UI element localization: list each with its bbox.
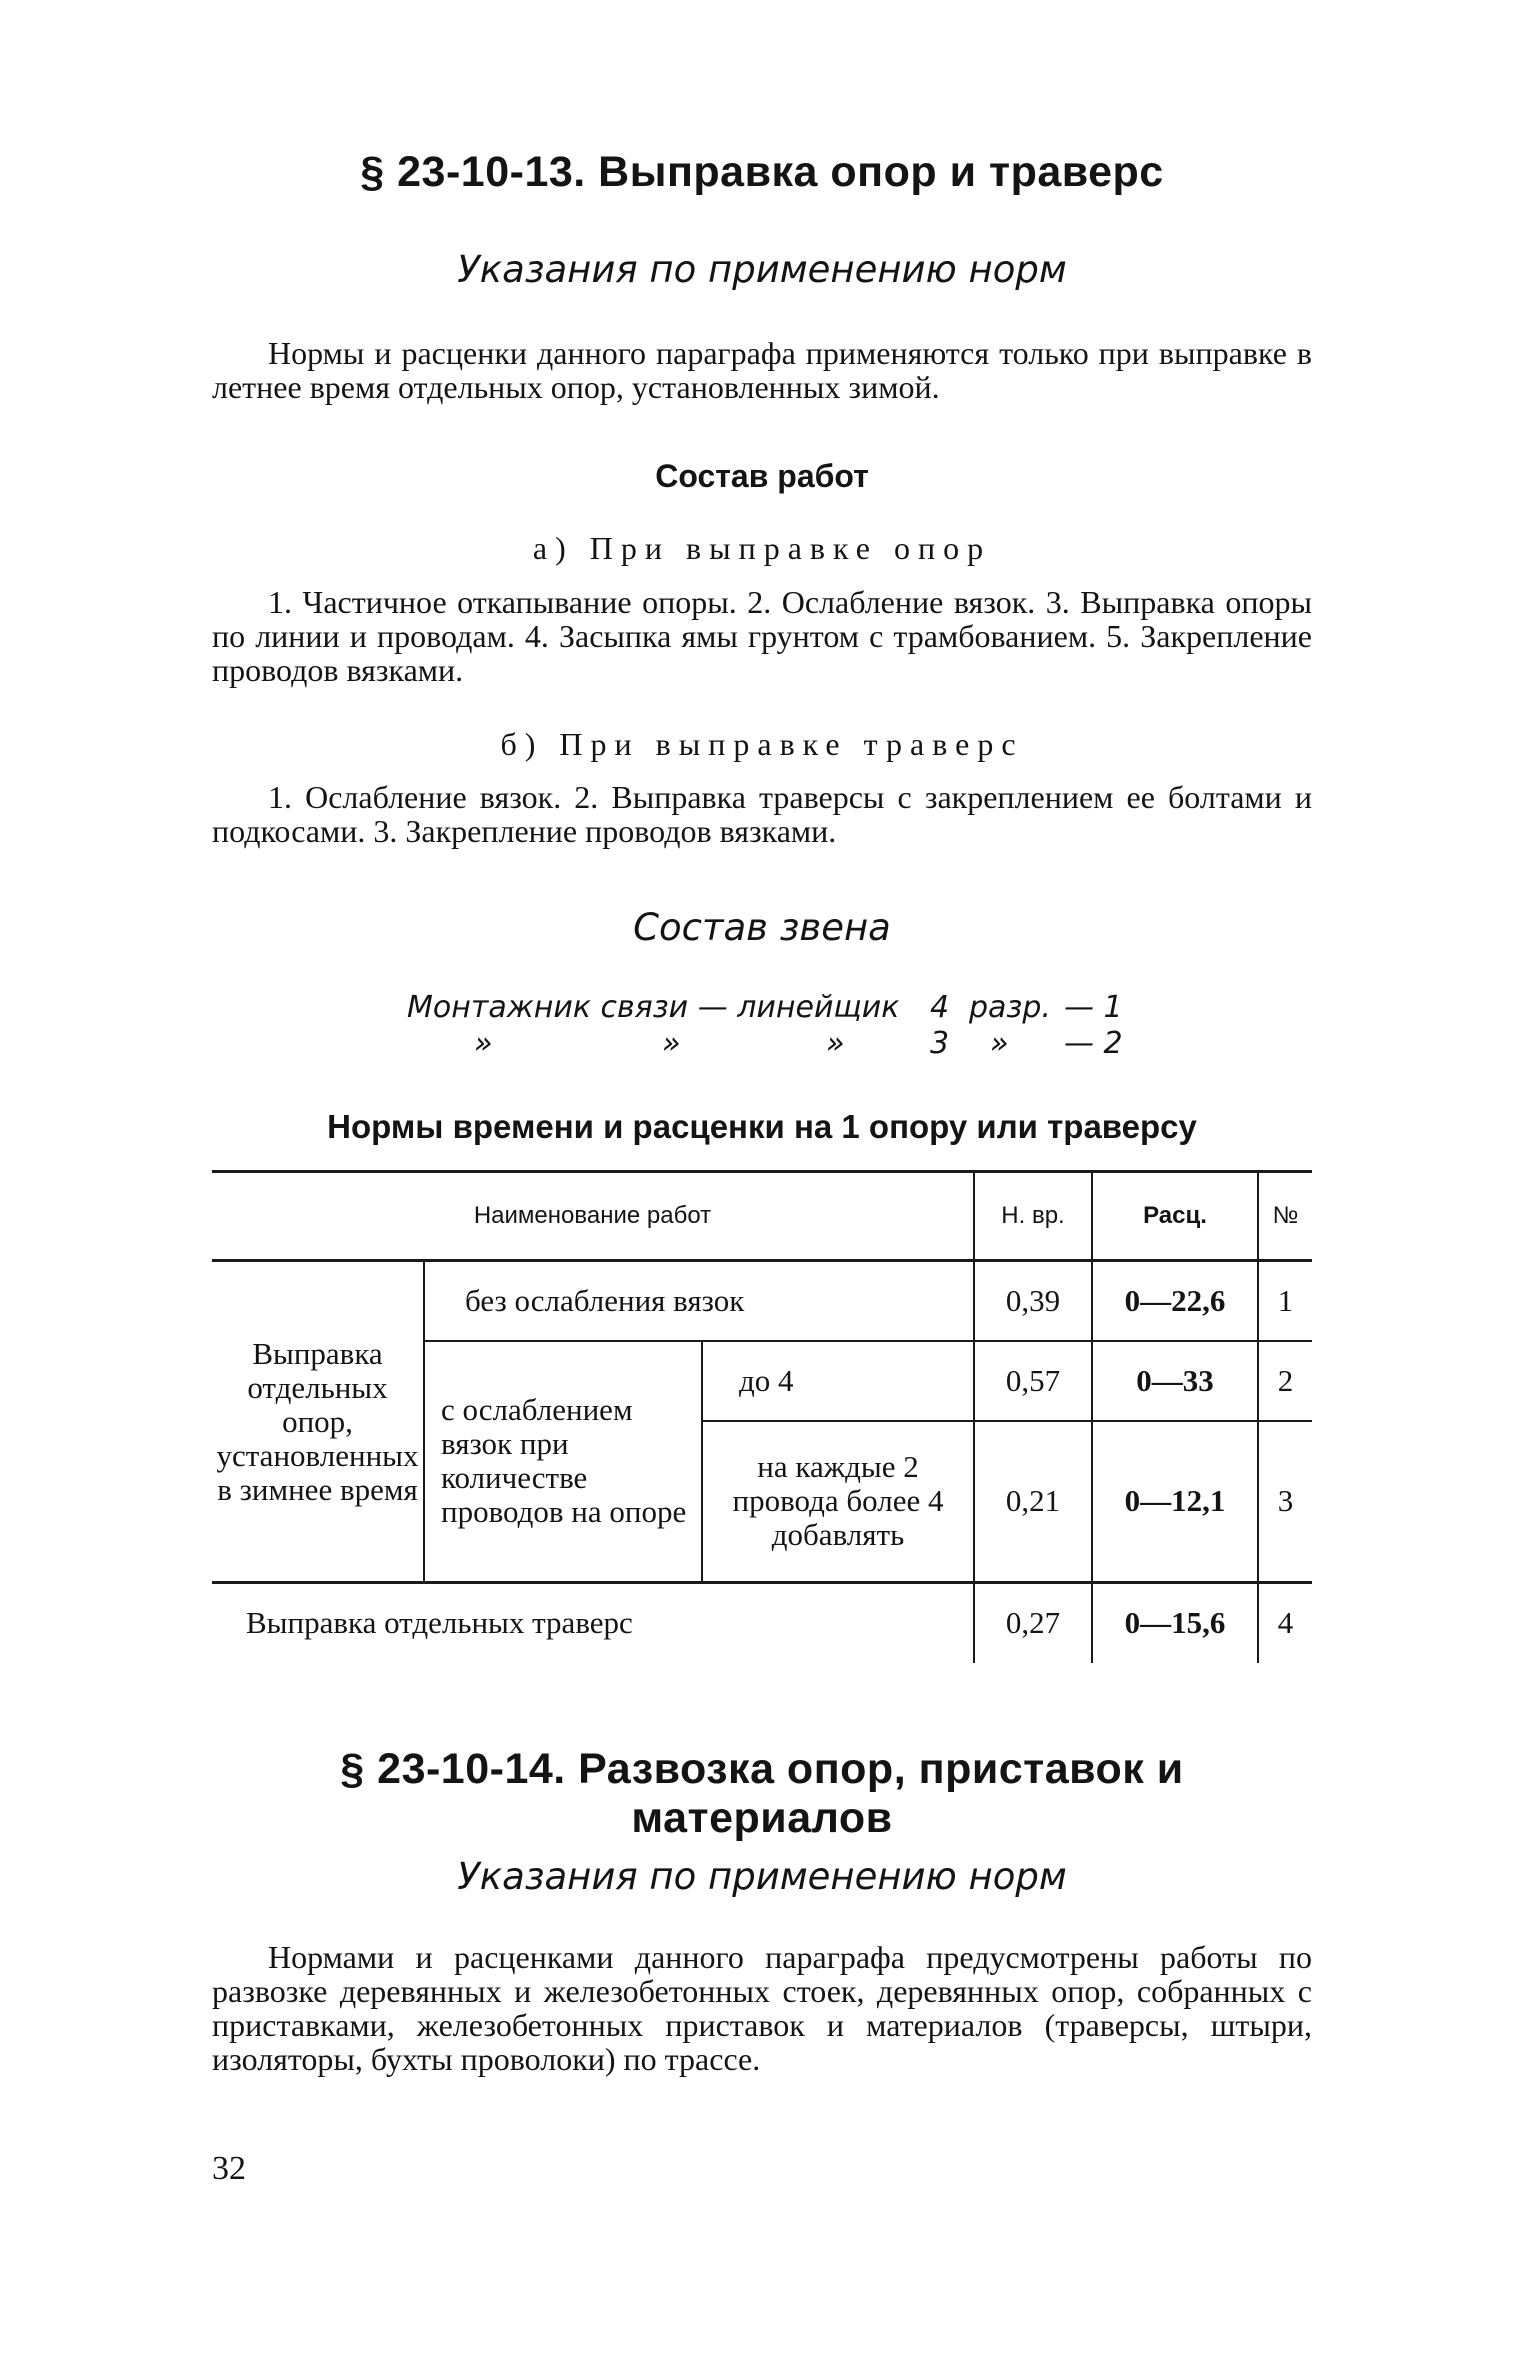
ditto-mark: »: [662, 1026, 681, 1061]
row-number: 2: [1258, 1341, 1312, 1421]
norms-table: [212, 1170, 1312, 1663]
row-work-name: Выправка отдельных траверс: [246, 1605, 633, 1641]
crew-line-1: [212, 990, 1312, 1030]
work-a-text: 1. Частичное откапывание опоры. 2. Ослабление вязок. 3. Выправка опоры по линии и проводам. 4. Засыпка ямы грунтом с трамбованием. 5. Закрепление проводов вязками.: [212, 584, 1312, 688]
header-number: №: [1258, 1172, 1312, 1261]
table-title: Нормы времени и расценки на 1 опору или траверсу: [327, 1108, 1197, 1145]
row-time-norm: 0,21: [974, 1421, 1092, 1583]
table-row: [212, 1261, 1312, 1341]
section-title: § 23-10-13. Выправка опор и траверс: [360, 148, 1164, 196]
work-b-heading: б) При выправке траверс: [500, 726, 1024, 762]
table-row: [212, 1583, 1312, 1663]
page-number: 32: [212, 2150, 246, 2187]
row-work-name: на каждые 2 провода более 4 добавлять: [702, 1421, 974, 1583]
guidance-heading: Указания по применению норм: [457, 248, 1067, 291]
crew-role: Монтажник связи — линейщик: [407, 990, 900, 1025]
crew-heading: Состав звена: [633, 906, 891, 949]
guidance-text: Нормы и расценки данного параграфа применяются только при выправке в летнее время отдельных опор, установленных зимой.: [212, 335, 1312, 405]
guidance-text: Нормами и расценками данного параграфа предусмотрены работы по развозке деревянных и железобетонных стоек, деревянных опор, собранных с приставками, железобетонных приставок и материалов (траверсы, штыри, изоляторы, бухты проволоки) по трассе.: [212, 1939, 1312, 2077]
row-rate: 0—22,6: [1092, 1261, 1258, 1341]
row-time-norm: 0,27: [974, 1583, 1092, 1663]
section-title: § 23-10-14. Развозка опор, приставок и материалов: [340, 1745, 1184, 1842]
ditto-mark: »: [990, 1026, 1009, 1061]
work-composition-heading: Состав работ: [655, 458, 869, 494]
row-rate: 0—33: [1092, 1341, 1258, 1421]
crew-grade-word: разр.: [969, 990, 1051, 1025]
header-work-name: Наименование работ: [212, 1172, 974, 1261]
crew-count: — 2: [1064, 1026, 1123, 1061]
table-header-row: [212, 1172, 1312, 1261]
guidance-heading: Указания по применению норм: [457, 1855, 1067, 1898]
row-rate: 0—12,1: [1092, 1421, 1258, 1583]
row-number: 1: [1258, 1261, 1312, 1341]
row-number: 4: [1258, 1583, 1312, 1663]
crew-line-2: [212, 1026, 1312, 1066]
crew-count: — 1: [1064, 990, 1123, 1025]
ditto-mark: »: [826, 1026, 845, 1061]
row-time-norm: 0,39: [974, 1261, 1092, 1341]
row-work-name: без ослабления вязок: [424, 1261, 974, 1341]
row-time-norm: 0,57: [974, 1341, 1092, 1421]
crew-grade: 4: [930, 990, 950, 1025]
crew-grade: 3: [930, 1026, 950, 1061]
header-time-norm: Н. вр.: [974, 1172, 1092, 1261]
row-rate: 0—15,6: [1092, 1583, 1258, 1663]
subgroup-label: с ослаблением вязок при количестве проводов на опоре: [424, 1341, 702, 1583]
ditto-mark: »: [474, 1026, 493, 1061]
row-work-name: до 4: [702, 1341, 974, 1421]
work-b-text: 1. Ослабление вязок. 2. Выправка траверсы с закреплением ее болтами и подкосами. 3. Закрепление проводов вязками.: [212, 779, 1312, 849]
row-number: 3: [1258, 1421, 1312, 1583]
group-label: Выправка отдельных опор, установленных в зимнее время: [212, 1261, 424, 1583]
header-rate: Расц.: [1092, 1172, 1258, 1261]
work-a-heading: а) При выправке опор: [532, 530, 992, 566]
